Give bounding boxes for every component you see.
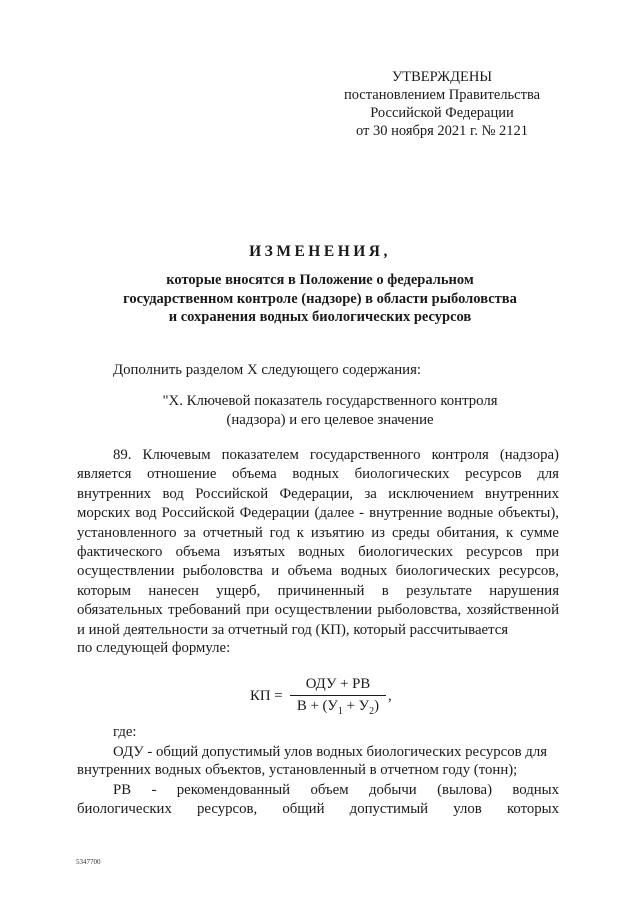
den-suffix: ) <box>374 698 380 714</box>
rv-definition <box>77 781 559 800</box>
formula-fraction <box>290 676 386 717</box>
den-mid: + У <box>342 698 370 714</box>
document-title: ИЗМЕНЕНИЯ, <box>249 243 391 260</box>
den-prefix: В + (У <box>296 698 338 714</box>
paragraph-89: 89. Ключевым показателем государственного контроля (надзора) является отношение объема водных биологических ресурсов для внутренних вод Российской Федерации, за исключением внутренних морских вод Российской Федерации (далее - внутренние водные объекты), установленного за отчетный год к изъятию из среды обитания, к сумме фактического объема изъятых водных биологических ресурсов при осуществлении рыболовства и объема водных биологических ресурсов, которым нанесен ущерб, причиненный в результате нарушения обязательных требований при осуществлении рыболовства, хозяйственной и иной деятельности за отчетный год (КП), который рассчитывается <box>77 447 559 638</box>
approval-block <box>330 68 554 140</box>
document-code: 5347700 <box>76 858 101 866</box>
den-sub1: 1 <box>337 705 343 717</box>
approval-decree: постановлением Правительства <box>343 87 541 103</box>
subtitle-line: государственном контроле (надзоре) в области рыболовства <box>123 290 517 307</box>
section-heading <box>80 392 580 431</box>
approval-status: УТВЕРЖДЕНЫ <box>391 69 493 85</box>
where-label: где: <box>113 724 137 740</box>
section-heading-line: (надзора) и его целевое значение <box>226 412 434 429</box>
formula-numerator: ОДУ + РВ <box>305 676 371 692</box>
approval-authority: Российской Федерации <box>370 105 514 121</box>
document-subtitle <box>60 271 580 327</box>
rv-definition-line: биологических ресурсов, общий допустимый улов которых <box>77 801 559 817</box>
subtitle-line: которые вносятся в Положение о федеральном <box>166 272 474 288</box>
section-heading-line: "X. Ключевой показатель государственного контроля <box>162 393 498 409</box>
formula-denominator <box>290 698 386 717</box>
subtitle-line: и сохранения водных биологических ресурсов <box>168 309 472 325</box>
odu-definition-last-line: внутренних водных объектов, установленный в отчетном году (тонн); <box>77 762 518 778</box>
formula-comma: , <box>388 688 392 704</box>
formula-lhs: КП = <box>250 688 283 704</box>
intro-text: Дополнить разделом X следующего содержания: <box>113 362 421 378</box>
fraction-bar <box>290 695 386 696</box>
paragraph-89-last-line: по следующей формуле: <box>77 640 231 656</box>
approval-date-number: от 30 ноября 2021 г. № 2121 <box>355 123 529 139</box>
rv-definition-line: РВ - рекомендованный объем добычи (вылова) водных <box>113 782 559 798</box>
rv-definition-cont <box>77 800 559 819</box>
odu-definition: ОДУ - общий допустимый улов водных биологических ресурсов для <box>113 744 548 760</box>
den-sub2: 2 <box>369 705 375 717</box>
